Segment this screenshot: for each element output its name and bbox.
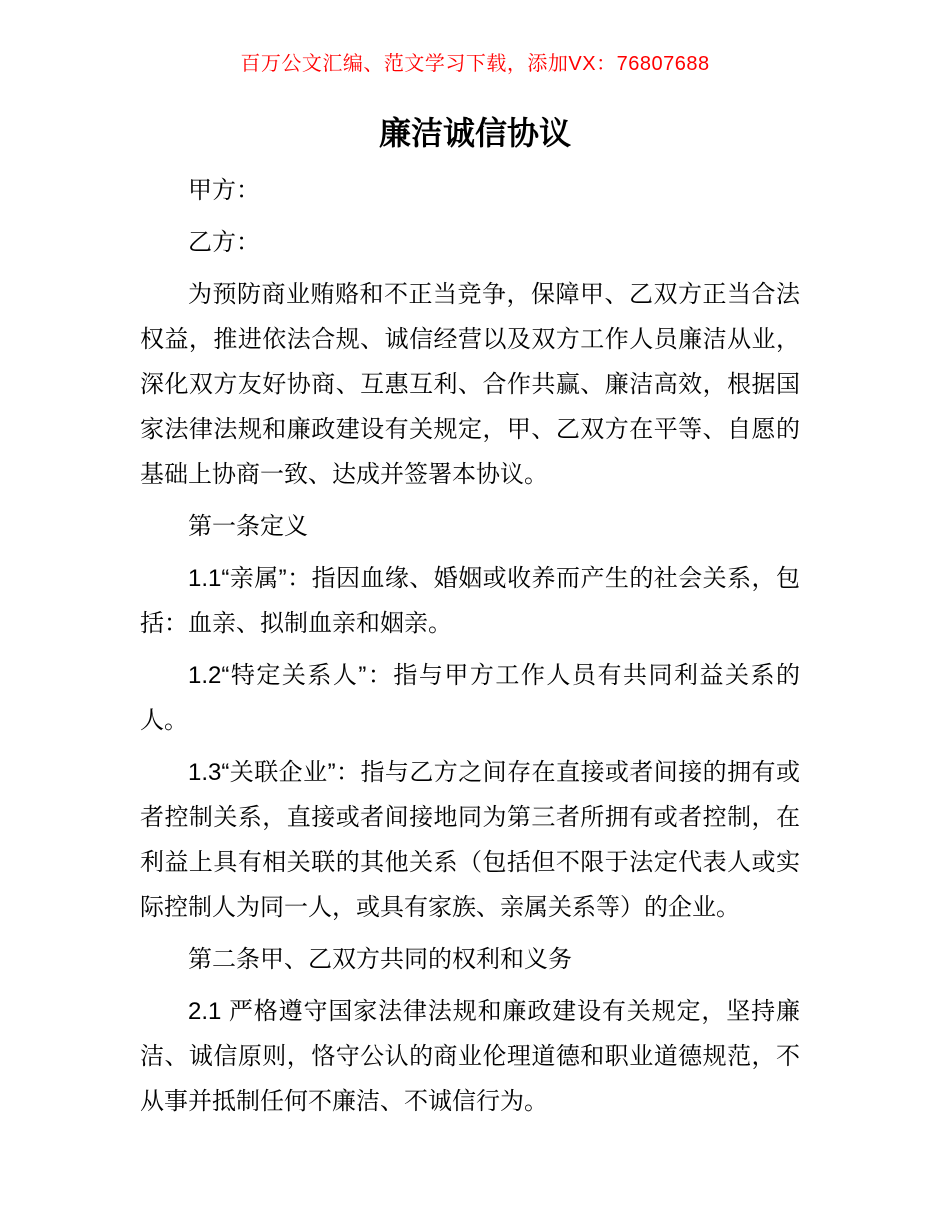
document-title: 廉洁诚信协议	[378, 115, 571, 151]
document-body	[0, 168, 950, 1124]
clause-1-2-definition-related-persons: 1.2“特定关系人”：指与甲方工作人员有共同利益关系的人。	[140, 662, 800, 734]
clause-1-1-definition-relatives: 1.1“亲属”：指因血缘、婚姻或收养而产生的社会关系，包括：血亲、拟制血亲和姻亲。	[140, 565, 800, 637]
watermark-banner: 百万公文汇编、范文学习下载，添加VX：76807688	[240, 53, 710, 75]
document-page	[0, 52, 950, 1230]
preamble-paragraph: 为预防商业贿赂和不正当竞争，保障甲、乙双方正当合法权益，推进依法合规、诚信经营以及双方工作人员廉洁从业，深化双方友好协商、互惠互利、合作共赢、廉洁高效，根据国家法律法规和廉政建设有关规定，甲、乙双方在平等、自愿的基础上协商一致、达成并签署本协议。	[140, 281, 800, 488]
party-b-line: 乙方：	[188, 229, 260, 256]
article-2-heading: 第二条甲、乙双方共同的权利和义务	[188, 946, 572, 973]
party-a-line: 甲方：	[188, 177, 260, 204]
clause-1-3-definition-affiliated-enterprises: 1.3“关联企业”：指与乙方之间存在直接或者间接的拥有或者控制关系，直接或者间接地同为第三者所拥有或者控制，在利益上具有相关联的其他关系（包括但不限于法定代表人或实际控制人为同一人，或具有家族、亲属关系等）的企业。	[140, 759, 800, 921]
article-1-heading: 第一条定义	[188, 513, 308, 540]
clause-2-1-obligations: 2.1 严格遵守国家法律法规和廉政建设有关规定，坚持廉洁、诚信原则，恪守公认的商业伦理道德和职业道德规范，不从事并抵制任何不廉洁、不诚信行为。	[140, 998, 800, 1115]
